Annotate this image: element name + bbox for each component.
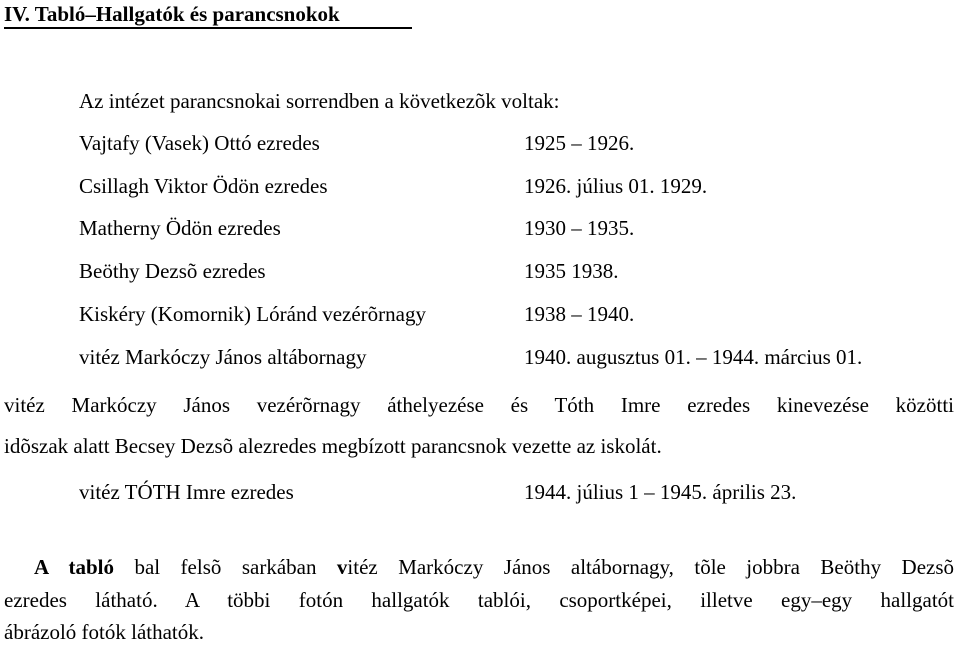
commander-name: Vajtafy (Vasek) Ottó ezredes <box>79 131 320 155</box>
closing-line-2: ezredes látható. A többi fotón hallgatók tablói, csoportképei, illetve egy–egy hallgatót <box>4 588 954 612</box>
commander-name: Beöthy Dezsõ ezredes <box>79 259 266 283</box>
commander-name: Kiskéry (Komornik) Lóránd vezérõrnagy <box>79 302 426 326</box>
commander-name: Matherny Ödön ezredes <box>79 216 281 240</box>
closing-line-1 <box>34 555 954 579</box>
closing-bold-b: v <box>336 555 348 579</box>
interim-line-2: idõszak alatt Becsey Dezsõ alezredes megbízott parancsnok vezette az iskolát. <box>4 434 662 458</box>
closing-text-b: itéz Markóczy János altábornagy, tõle jobbra Beöthy Dezsõ <box>347 555 955 579</box>
commander-period: 1925 – 1926. <box>524 131 635 155</box>
commander-name: vitéz TÓTH Imre ezredes <box>79 480 294 504</box>
intro-text: Az intézet parancsnokai sorrendben a következõk voltak: <box>79 89 560 113</box>
interim-line-1: vitéz Markóczy János vezérõrnagy áthelyezése és Tóth Imre ezredes kinevezése közötti <box>4 393 954 417</box>
section-heading: IV. Tabló–Hallgatók és parancsnokok <box>4 2 340 26</box>
closing-text-a: bal felsõ sarkában <box>113 555 337 579</box>
commander-period: 1935 1938. <box>524 259 619 283</box>
closing-line-3: ábrázoló fotók láthatók. <box>4 620 205 644</box>
commander-name: vitéz Markóczy János altábornagy <box>79 345 367 369</box>
commander-name: Csillagh Viktor Ödön ezredes <box>79 174 328 198</box>
heading-underline <box>4 27 412 29</box>
commander-period: 1944. július 1 – 1945. április 23. <box>524 480 797 504</box>
closing-bold-a: A tabló <box>34 555 114 579</box>
commander-period: 1940. augusztus 01. – 1944. március 01. <box>524 345 863 369</box>
commander-period: 1938 – 1940. <box>524 302 635 326</box>
commander-period: 1930 – 1935. <box>524 216 635 240</box>
commander-period: 1926. július 01. 1929. <box>524 174 708 198</box>
